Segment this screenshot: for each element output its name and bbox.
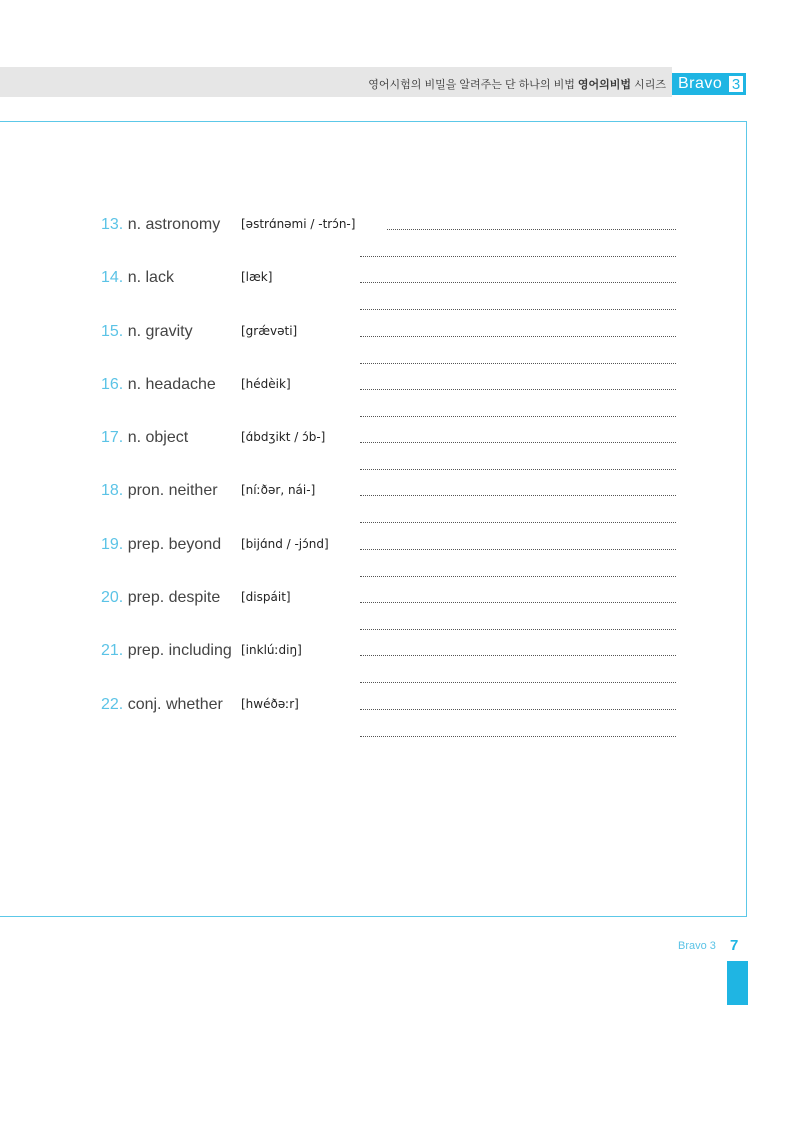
vocab-entry: [0, 536, 793, 589]
term-text: pron. neither: [127, 482, 218, 499]
entry-number: 15.: [101, 323, 124, 340]
vocab-term: [101, 642, 232, 660]
term-text: prep. including: [127, 642, 232, 659]
page-number: 7: [730, 937, 739, 954]
answer-line[interactable]: [360, 256, 676, 257]
answer-line[interactable]: [360, 389, 676, 390]
answer-line[interactable]: [360, 495, 676, 496]
tagline-prefix: 영어시험의 비밀을 알려주는 단 하나의 비법: [368, 79, 575, 91]
answer-line[interactable]: [360, 336, 676, 337]
term-text: n. object: [127, 429, 189, 446]
answer-line[interactable]: [360, 469, 676, 470]
vocab-term: [101, 216, 220, 234]
pronunciation: [hédèik]: [241, 377, 291, 391]
pronunciation: [bijɑ́nd / -jɔ́nd]: [241, 537, 329, 551]
pronunciation: [əstrɑ́nəmi / -trɔ́n-]: [241, 217, 356, 231]
pronunciation: [grǽvəti]: [241, 324, 298, 338]
pronunciation: [læk]: [241, 270, 273, 284]
vocab-entry: [0, 323, 793, 376]
footer-label: Bravo 3: [678, 940, 716, 952]
vocab-entry: [0, 429, 793, 482]
vocab-term: [101, 323, 193, 341]
pronunciation: [dispáit]: [241, 590, 291, 604]
entry-number: 22.: [101, 696, 124, 713]
vocab-term: [101, 696, 223, 714]
entry-number: 13.: [101, 216, 124, 233]
answer-line[interactable]: [360, 442, 676, 443]
vocab-term: [101, 536, 221, 554]
tagline-bold: 영어의비법: [577, 79, 632, 91]
vocab-term: [101, 269, 174, 287]
answer-line[interactable]: [360, 363, 676, 364]
answer-line[interactable]: [360, 576, 676, 577]
vocab-term: [101, 482, 218, 500]
brand-word: Bravo: [678, 75, 723, 92]
entry-number: 19.: [101, 536, 124, 553]
term-text: prep. beyond: [127, 536, 222, 553]
entry-number: 21.: [101, 642, 124, 659]
answer-line[interactable]: [360, 629, 676, 630]
vocab-term: [101, 429, 188, 447]
entry-number: 16.: [101, 376, 124, 393]
pronunciation: [níːðər, nái-]: [241, 483, 316, 497]
vocab-entry: [0, 376, 793, 429]
vocab-entry: [0, 216, 793, 269]
series-tagline: [368, 76, 666, 92]
entry-number: 14.: [101, 269, 124, 286]
answer-line[interactable]: [360, 549, 676, 550]
vocab-entry: [0, 696, 793, 749]
answer-line[interactable]: [360, 736, 676, 737]
vocab-term: [101, 589, 220, 607]
term-text: n. lack: [127, 269, 174, 286]
pronunciation: [ɑ́bdʒikt / ɔ́b-]: [241, 430, 326, 444]
vocab-term: [101, 376, 216, 394]
term-text: conj. whether: [127, 696, 223, 713]
answer-line[interactable]: [387, 229, 676, 230]
answer-line[interactable]: [360, 709, 676, 710]
tagline-suffix: 시리즈: [634, 79, 666, 91]
pronunciation: [inklúːdiŋ]: [241, 643, 302, 657]
answer-line[interactable]: [360, 655, 676, 656]
brand-number: 3: [728, 75, 744, 93]
entry-number: 17.: [101, 429, 124, 446]
answer-line[interactable]: [360, 309, 676, 310]
answer-line[interactable]: [360, 682, 676, 683]
answer-line[interactable]: [360, 522, 676, 523]
answer-line[interactable]: [360, 416, 676, 417]
page-tab: [727, 961, 748, 1005]
answer-line[interactable]: [360, 282, 676, 283]
pronunciation: [hwéðəːr]: [241, 697, 299, 711]
answer-line[interactable]: [360, 602, 676, 603]
term-text: n. astronomy: [127, 216, 221, 233]
vocab-entry: [0, 482, 793, 535]
term-text: prep. despite: [127, 589, 221, 606]
brand-logo: [672, 73, 746, 95]
vocab-entry: [0, 269, 793, 322]
term-text: n. gravity: [127, 323, 193, 340]
entry-number: 18.: [101, 482, 124, 499]
term-text: n. headache: [127, 376, 216, 393]
entry-number: 20.: [101, 589, 124, 606]
vocab-entry: [0, 642, 793, 695]
vocab-entry: [0, 589, 793, 642]
